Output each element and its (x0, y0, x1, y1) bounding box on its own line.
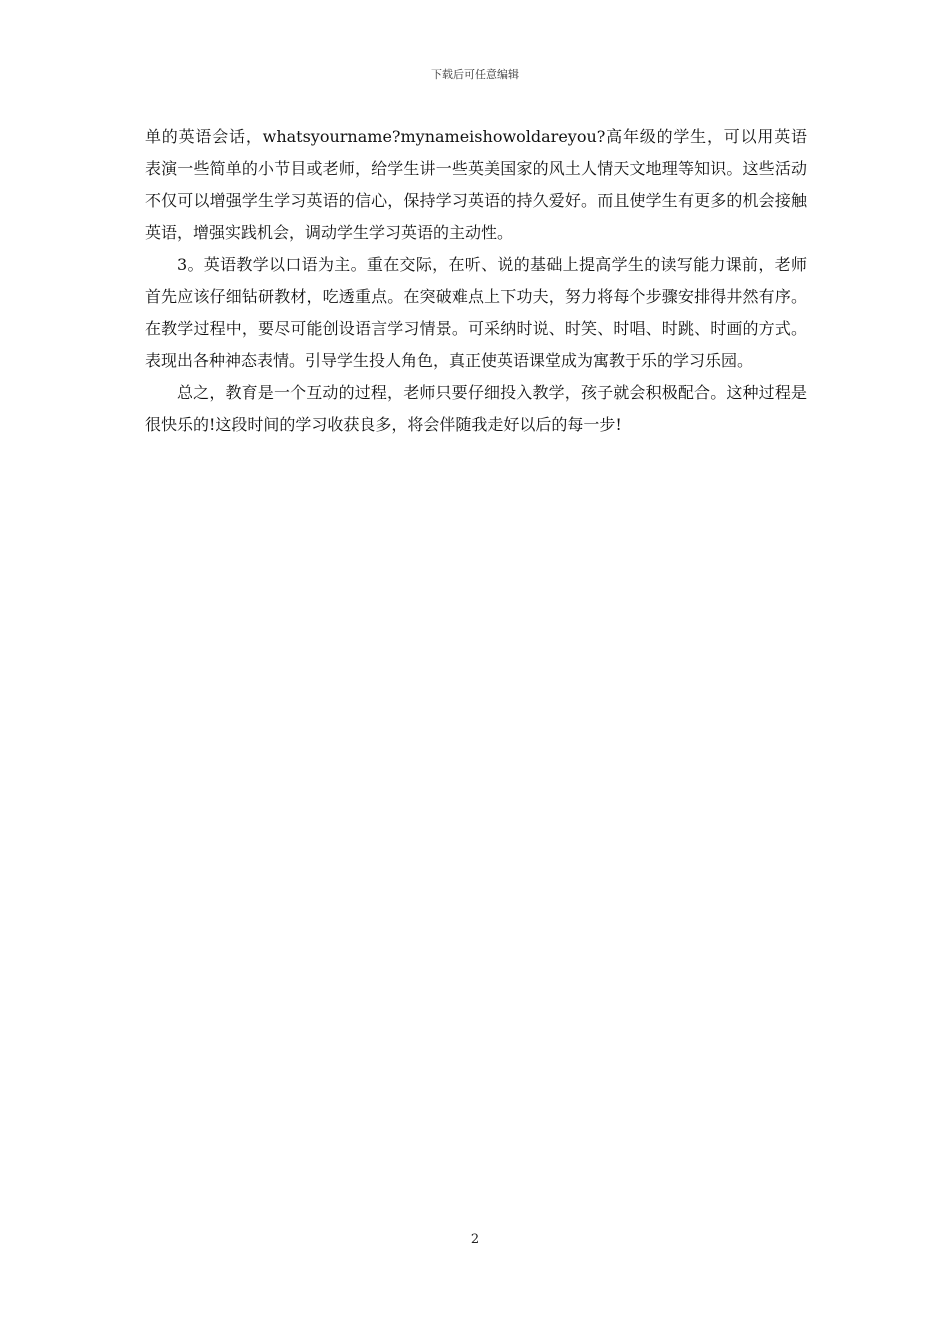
page-number: 2 (470, 1232, 480, 1247)
page-header: 下载后可任意编辑 (431, 68, 519, 81)
paragraph-point-3: 3。英语教学以口语为主。重在交际，在听、说的基础上提高学生的读写能力课前，老师首先应该仔细钻研教材，吃透重点。在突破难点上下功夫，努力将每个步骤安排得井然有序。在教学过程中，要尽可能创设语言学习情景。可采纳时说、时笑、时唱、时跳、时画的方式。表现出各种神态表情。引导学生投人角色，真正使英语课堂成为寓教于乐的学习乐园。 (145, 255, 807, 370)
paragraph-conclusion: 总之，教育是一个互动的过程，老师只要仔细投入教学，孩子就会积极配合。这种过程是很快乐的!这段时间的学习收获良多，将会伴随我走好以后的每一步! (145, 383, 807, 434)
document-body (145, 121, 807, 441)
paragraph-continuation: 单的英语会话，whatsyourname?mynameishowoldareyou?高年级的学生，可以用英语表演一些简单的小节目或老师，给学生讲一些英美国家的风土人情天文地理等知识。这些活动不仅可以增强学生学习英语的信心，保持学习英语的持久爱好。而且使学生有更多的机会接触英语，增强实践机会，调动学生学习英语的主动性。 (145, 127, 807, 242)
